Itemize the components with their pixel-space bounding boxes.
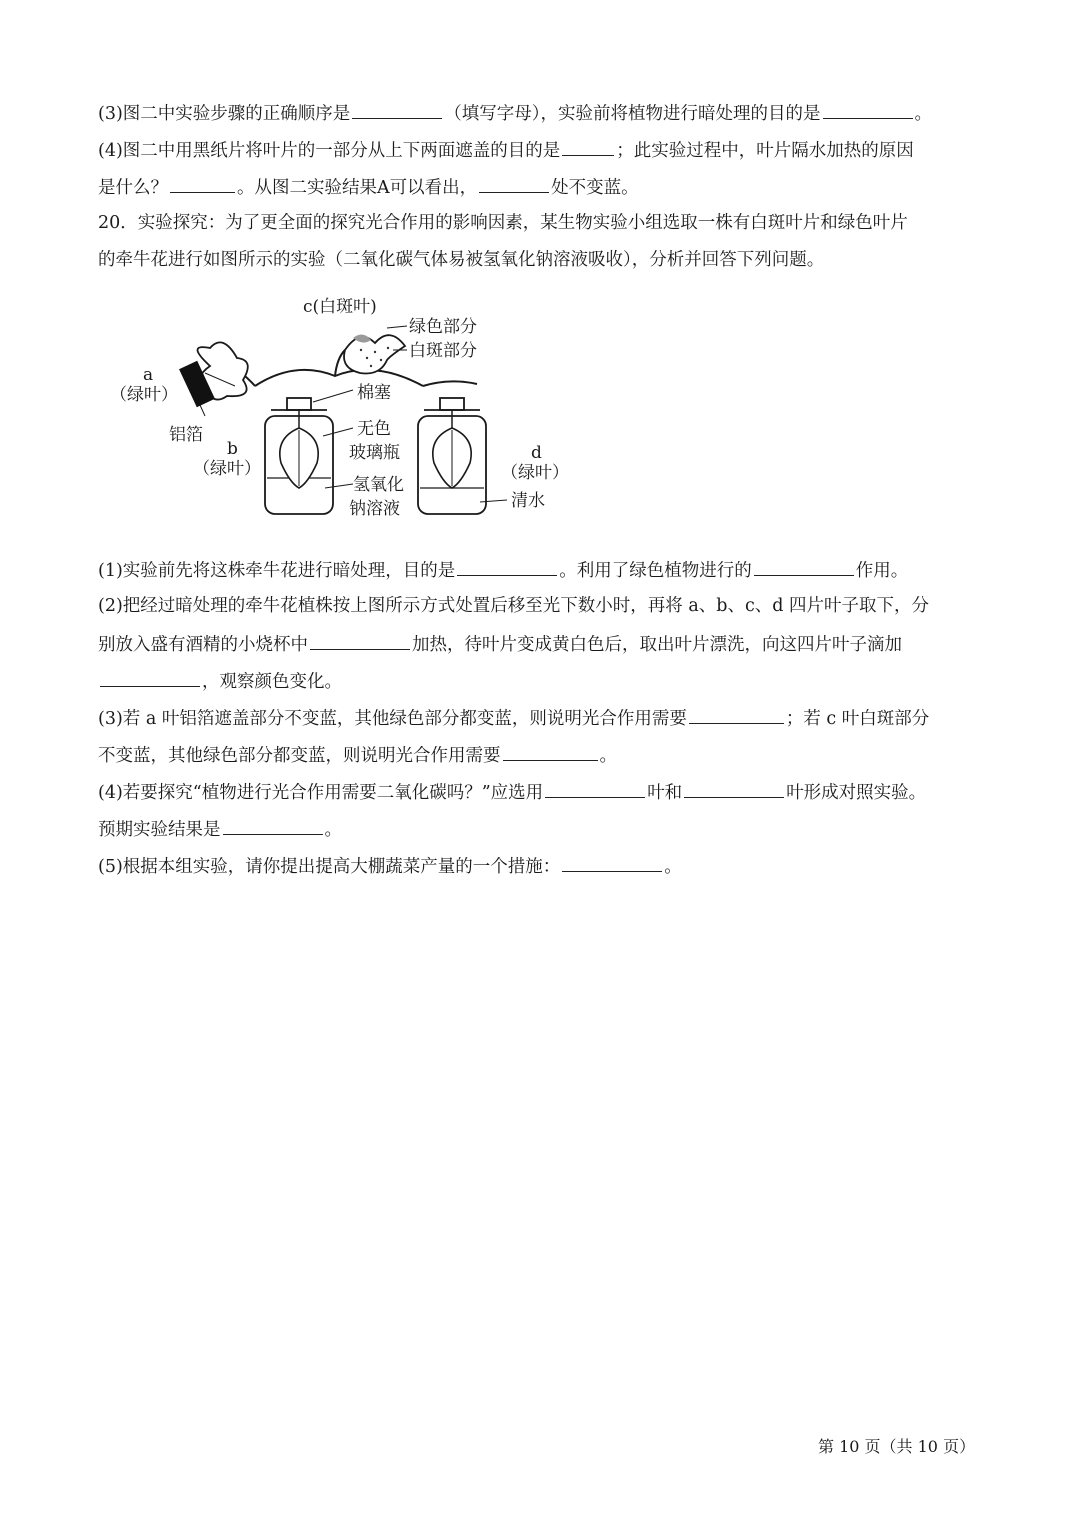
text-segment: 。 (914, 104, 933, 124)
text-segment: （填写字母），实验前将植物进行暗处理的目的是 (444, 104, 821, 124)
answer-blank[interactable] (352, 100, 442, 119)
text-line-q19-3 (98, 100, 932, 126)
text-segment: (1)实验前先将这株牵牛花进行暗处理，目的是 (98, 561, 456, 581)
label-d-green: （绿叶） (501, 463, 569, 483)
label-b-letter: b (227, 439, 238, 459)
answer-blank[interactable] (170, 174, 235, 193)
text-segment: 。利用了绿色植物进行的 (559, 561, 752, 581)
text-segment: (4)若要探究“植物进行光合作用需要二氧化碳吗？”应选用 (98, 783, 544, 803)
answer-blank[interactable] (503, 742, 598, 761)
label-water: 清水 (511, 491, 545, 511)
label-colorless: 无色 (357, 419, 391, 439)
label-d-letter: d (531, 443, 542, 463)
text-segment: 。 (664, 857, 682, 877)
text-segment: (3)若 a 叶铝箔遮盖部分不变蓝，其他绿色部分都变蓝，则说明光合作用需要 (98, 709, 687, 729)
label-green-part: 绿色部分 (409, 317, 477, 337)
label-glass-bottle: 玻璃瓶 (349, 443, 400, 463)
answer-blank[interactable] (100, 668, 200, 687)
plant-stem (255, 370, 423, 386)
label-foil: 铝箔 (169, 425, 203, 445)
text-line-q20-3a (98, 705, 929, 731)
text-segment: 20．实验探究：为了更全面的探究光合作用的影响因素，某生物实验小组选取一株有白斑叶片和绿色叶片 (98, 213, 908, 233)
plant-stem-right-branch (423, 381, 477, 386)
text-segment: 。 (324, 820, 342, 840)
text-segment: (3)图二中实验步骤的正确顺序是 (98, 104, 351, 124)
page-footer: 第 10 页（共 10 页） (818, 1437, 976, 1456)
text-segment: ；若 c 叶白斑部分 (785, 709, 930, 729)
text-line-q20-1 (98, 557, 908, 583)
answer-blank[interactable] (562, 853, 662, 872)
label-naoh-2: 钠溶液 (349, 499, 400, 519)
answer-blank[interactable] (457, 557, 557, 576)
text-segment: (5)根据本组实验，请你提出提高大棚蔬菜产量的一个措施： (98, 857, 561, 877)
text-segment: 叶和 (647, 783, 683, 803)
bottle-right-icon (418, 398, 486, 514)
label-a-green: （绿叶） (110, 385, 178, 405)
text-segment: 别放入盛有酒精的小烧杯中 (98, 635, 308, 655)
answer-blank[interactable] (223, 816, 323, 835)
text-line-q20-2c (98, 668, 342, 694)
experiment-diagram (105, 288, 585, 528)
text-line-q20-4b (98, 816, 342, 842)
text-segment: 是什么？ (98, 178, 168, 198)
text-line-q20-3b (98, 742, 617, 768)
text-segment: 不变蓝，其他绿色部分都变蓝，则说明光合作用需要 (98, 746, 501, 766)
text-line-q20-intro-a (98, 211, 908, 235)
answer-blank[interactable] (684, 779, 784, 798)
text-line-q20-2a (98, 594, 929, 618)
text-segment: (2)把经过暗处理的牵牛花植株按上图所示方式处置后移至光下数小时，再将 a、b、c、d 四片叶子取下，分 (98, 596, 930, 616)
text-segment: (4)图二中用黑纸片将叶片的一部分从上下两面遮盖的目的是 (98, 141, 561, 161)
text-segment: ；此实验过程中，叶片隔水加热的原因 (616, 141, 914, 161)
text-segment: 叶形成对照实验。 (786, 783, 927, 803)
text-segment: 。 (599, 746, 617, 766)
answer-blank[interactable] (310, 631, 410, 650)
answer-blank[interactable] (689, 705, 784, 724)
label-b-green: （绿叶） (193, 459, 261, 479)
text-segment: ，观察颜色变化。 (202, 672, 342, 692)
text-line-q20-4a (98, 779, 926, 805)
leaf-c-icon (344, 334, 405, 373)
text-line-q19-4a (98, 137, 914, 163)
text-line-q20-2b (98, 631, 902, 657)
text-line-q20-5 (98, 853, 682, 879)
answer-blank[interactable] (754, 557, 854, 576)
text-line-q19-4b (98, 174, 639, 200)
answer-blank[interactable] (479, 174, 549, 193)
answer-blank[interactable] (562, 137, 614, 156)
text-segment: 。从图二实验结果A可以看出， (237, 178, 478, 198)
label-c-leaf: c(白斑叶) (303, 297, 377, 317)
answer-blank[interactable] (545, 779, 645, 798)
label-naoh-1: 氢氧化 (353, 475, 404, 495)
text-line-q20-intro-b (98, 248, 824, 272)
text-segment: 加热，待叶片变成黄白色后，取出叶片漂洗，向这四片叶子滴加 (412, 635, 902, 655)
bottle-left-icon (265, 398, 333, 514)
label-cotton-plug: 棉塞 (357, 383, 391, 403)
label-white-part: 白斑部分 (409, 341, 477, 361)
text-segment: 预期实验结果是 (98, 820, 221, 840)
label-a-letter: a (143, 365, 154, 385)
text-segment: 的牵牛花进行如图所示的实验（二氧化碳气体易被氢氧化钠溶液吸收），分析并回答下列问题。 (98, 250, 825, 270)
text-segment: 作用。 (855, 561, 909, 581)
text-segment: 处不变蓝。 (551, 178, 639, 198)
answer-blank[interactable] (823, 100, 913, 119)
